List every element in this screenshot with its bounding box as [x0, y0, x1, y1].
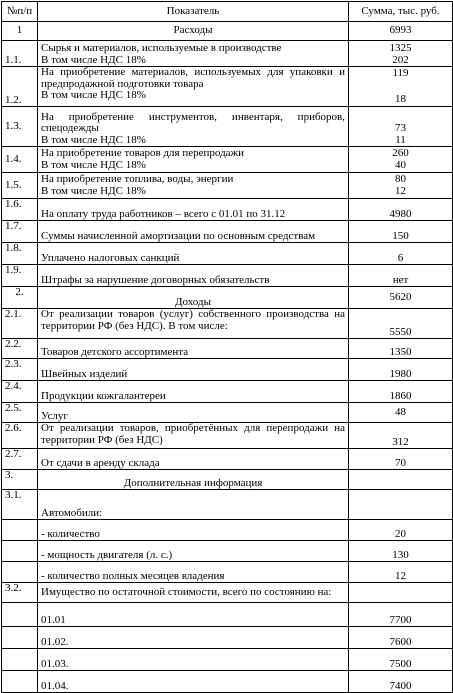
header-indicator: Показатель — [38, 2, 349, 22]
row-number: 2.4. — [2, 381, 38, 403]
row-label: - количество полных месяцев владения — [38, 562, 349, 583]
table-row — [2, 359, 453, 381]
row-label: - мощность двигателя (л. с.) — [38, 541, 349, 562]
row-label: От реализации товаров, приобретённых для перепродажи на территории РФ (без НДС) — [38, 423, 349, 449]
header-num: №п/п — [2, 2, 38, 22]
row-sum — [349, 107, 453, 147]
row-sum: 6993 — [349, 22, 453, 41]
row-number: 1 — [2, 22, 38, 41]
row-sum: 312 — [349, 423, 453, 449]
table-row — [2, 309, 453, 339]
row-number — [2, 520, 38, 541]
row-label: Товаров детского ассортимента — [38, 339, 349, 359]
row-label: Уплачено налоговых санкций — [38, 243, 349, 265]
table-row — [2, 339, 453, 359]
row-number: 2.7. — [2, 449, 38, 470]
table-row — [2, 147, 453, 173]
row-number: 1.1. — [2, 41, 38, 67]
row-number: 2.6. — [2, 423, 38, 449]
row-sum: 7500 — [349, 649, 453, 671]
row-number: 1.2. — [2, 67, 38, 107]
row-sum: 48 — [349, 403, 453, 423]
row-label: Имущество по остаточной стоимости, всего по состоянию на: — [38, 583, 349, 603]
row-number: 1.5. — [2, 173, 38, 199]
row-label-main: Сырья и материалов, используемые в производстве — [41, 42, 282, 54]
row-sum — [349, 41, 453, 67]
table-row — [2, 671, 453, 693]
row-label: Штрафы за нарушение договорных обязательств — [38, 265, 349, 287]
row-sum: 150 — [349, 221, 453, 243]
row-sum: 7600 — [349, 627, 453, 649]
table-row — [2, 199, 453, 221]
row-sum: 7400 — [349, 671, 453, 693]
table-row — [2, 583, 453, 603]
row-sum: 1980 — [349, 359, 453, 381]
row-number — [2, 562, 38, 583]
row-sum: 6 — [349, 243, 453, 265]
row-sum — [349, 147, 453, 173]
row-number: 2.3. — [2, 359, 38, 381]
row-number: 3. — [2, 470, 38, 490]
header-sum: Сумма, тыс. руб. — [349, 2, 453, 22]
row-sum-main: 1325 — [389, 42, 412, 54]
row-sum — [349, 470, 453, 490]
row-number: 1.8. — [2, 243, 38, 265]
table-row — [2, 423, 453, 449]
row-label-vat: В том числе НДС 18% — [41, 89, 146, 101]
table-row — [2, 173, 453, 199]
row-sum: 5550 — [349, 309, 453, 339]
table-row — [2, 67, 453, 107]
section-title-expenses: Расходы — [38, 22, 349, 41]
table-row — [2, 649, 453, 671]
row-label-vat: В том числе НДС 18% — [41, 158, 146, 171]
table-row — [2, 449, 453, 470]
row-label — [38, 67, 349, 107]
row-sum: 1350 — [349, 339, 453, 359]
row-label: На оплату труда работников – всего с 01.01 по 31.12 — [38, 199, 349, 221]
row-number: 1.9. — [2, 265, 38, 287]
table-row — [2, 470, 453, 490]
table-row — [2, 603, 453, 627]
section-title-additional-info: Дополнительная информация — [38, 470, 349, 490]
row-sum-main: 73 — [395, 122, 406, 134]
row-number — [2, 541, 38, 562]
row-label — [38, 107, 349, 147]
row-label: - количество — [38, 520, 349, 541]
row-label-vat: В том числе НДС 18% — [41, 53, 146, 66]
row-sum-vat: 12 — [395, 184, 406, 197]
row-label — [38, 147, 349, 173]
row-sum-vat: 40 — [395, 158, 406, 171]
table-row — [2, 243, 453, 265]
table-row — [2, 107, 453, 147]
row-sum — [349, 173, 453, 199]
table-row — [2, 41, 453, 67]
row-sum: 70 — [349, 449, 453, 470]
row-sum — [349, 583, 453, 603]
table-row — [2, 490, 453, 520]
row-sum: 20 — [349, 520, 453, 541]
row-number: 1.6. — [2, 199, 38, 221]
row-sum-main: 119 — [392, 66, 409, 79]
row-sum: 7700 — [349, 603, 453, 627]
row-label: Продукции кожгалантереи — [38, 381, 349, 403]
row-number: 1.3. — [2, 107, 38, 147]
row-sum: 130 — [349, 541, 453, 562]
row-number — [2, 603, 38, 627]
row-sum — [349, 490, 453, 520]
row-label-main: На приобретение товаров для перепродажи — [41, 147, 245, 159]
row-label: Суммы начисленной амортизации по основным средствам — [38, 221, 349, 243]
row-label-vat: В том числе НДС 18% — [41, 184, 146, 197]
row-label: Услуг — [38, 403, 349, 423]
row-sum: 1860 — [349, 381, 453, 403]
row-sum-main: 260 — [392, 147, 409, 159]
row-label-main: На приобретение материалов, используемых для упаковки и предпродажной подготовки товара — [41, 66, 345, 90]
row-label: 01.01 — [38, 603, 349, 627]
row-sum: 5620 — [349, 287, 453, 309]
row-number: 3.1. — [2, 490, 38, 520]
table-row — [2, 287, 453, 309]
row-sum: нет — [349, 265, 453, 287]
table-row — [2, 381, 453, 403]
row-number: 3.2. — [2, 583, 38, 603]
row-label-main: На приобретение инструментов, инвентаря, приборов, спецодежды — [41, 110, 345, 134]
row-label: 01.03. — [38, 649, 349, 671]
row-label-vat: В том числе НДС 18% — [41, 133, 146, 146]
table-row — [2, 541, 453, 562]
row-sum-vat: 202 — [392, 53, 409, 66]
table-row — [2, 627, 453, 649]
row-number: 2.1. — [2, 309, 38, 339]
expenses-income-table — [1, 1, 453, 693]
row-sum: 12 — [349, 562, 453, 583]
row-sum-main: 80 — [395, 173, 406, 185]
row-label — [38, 41, 349, 67]
table-row — [2, 221, 453, 243]
row-number: 1.4. — [2, 147, 38, 173]
row-sum: 4980 — [349, 199, 453, 221]
row-label: 01.04. — [38, 671, 349, 693]
row-number — [2, 649, 38, 671]
row-number — [2, 627, 38, 649]
table-row — [2, 22, 453, 41]
row-sum — [349, 67, 453, 107]
row-number: 1.7. — [2, 221, 38, 243]
row-number: 2. — [2, 287, 38, 309]
row-label: От реализации товаров (услуг) собственного производства на территории РФ (без НДС). В том числе: — [38, 309, 349, 339]
header-row — [2, 2, 453, 22]
table-row — [2, 265, 453, 287]
row-sum-vat: 18 — [395, 93, 406, 105]
row-label — [38, 173, 349, 199]
row-label: Швейных изделий — [38, 359, 349, 381]
table-row — [2, 520, 453, 541]
table-row — [2, 403, 453, 423]
row-label: 01.02. — [38, 627, 349, 649]
table-row — [2, 562, 453, 583]
row-label: Автомобили: — [38, 490, 349, 520]
row-label: От сдачи в аренду склада — [38, 449, 349, 470]
section-title-income: Доходы — [38, 287, 349, 309]
row-number: 2.2. — [2, 339, 38, 359]
row-number — [2, 671, 38, 693]
row-sum-vat: 11 — [395, 133, 406, 146]
row-label-main: На приобретение топлива, воды, энергии — [41, 173, 234, 185]
row-number: 2.5. — [2, 403, 38, 423]
